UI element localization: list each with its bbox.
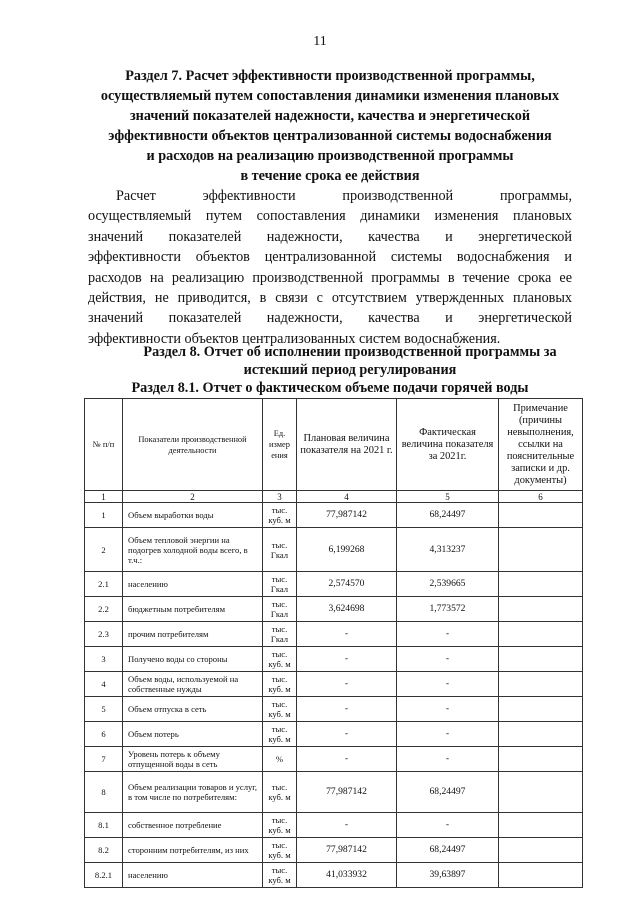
indicator-name: населению	[123, 572, 263, 597]
planned-value: 77,987142	[297, 503, 397, 528]
row-number: 6	[85, 722, 123, 747]
row-number: 2.1	[85, 572, 123, 597]
planned-value: 2,574570	[297, 572, 397, 597]
table-row	[85, 572, 583, 597]
column-number: 5	[397, 491, 499, 503]
planned-value: 41,033932	[297, 863, 397, 888]
indicator-name: собственное потребление	[123, 813, 263, 838]
section-8-title	[90, 343, 610, 379]
indicator-name: Объем тепловой энергии на подогрев холодной воды всего, в т.ч.:	[123, 528, 263, 572]
note-cell	[499, 813, 583, 838]
indicator-name: Объем реализации товаров и услуг, в том числе по потребителям:	[123, 772, 263, 813]
page-number: 11	[313, 34, 327, 49]
paragraph-line: эффективности объектов централизованных систем водоснабжения.	[88, 330, 501, 347]
note-cell	[499, 722, 583, 747]
actual-value: 68,24497	[397, 772, 499, 813]
table-row	[85, 697, 583, 722]
unit-of-measure: %	[263, 747, 297, 772]
paragraph-line: осуществляемый путем сопоставления динамики изменения плановых	[88, 208, 572, 225]
actual-value: -	[397, 672, 499, 697]
actual-value: -	[397, 647, 499, 672]
column-number: 4	[297, 491, 397, 503]
table-row	[85, 503, 583, 528]
table-row	[85, 772, 583, 813]
section-7-paragraph	[88, 186, 572, 349]
unit-of-measure: тыс. куб. м	[263, 813, 297, 838]
column-number: 2	[123, 491, 263, 503]
title-line: значений показателей надежности, качества и энергетической	[129, 108, 531, 124]
unit-of-measure: тыс. куб. м	[263, 672, 297, 697]
header-cell: Фактическая величина показателя за 2021г.	[397, 399, 499, 491]
paragraph-line: значений показателей надежности, качества и энергетической	[88, 228, 572, 245]
table-row	[85, 813, 583, 838]
unit-of-measure: тыс. куб. м	[263, 863, 297, 888]
note-cell	[499, 672, 583, 697]
paragraph-line: Расчет эффективности производственной программы,	[116, 188, 572, 204]
row-number: 2.3	[85, 622, 123, 647]
note-cell	[499, 772, 583, 813]
column-number: 3	[263, 491, 297, 503]
note-cell	[499, 572, 583, 597]
note-cell	[499, 838, 583, 863]
unit-of-measure: тыс. Гкал	[263, 572, 297, 597]
planned-value: -	[297, 722, 397, 747]
table-row	[85, 672, 583, 697]
title-line: и расходов на реализацию производственной программы	[146, 148, 514, 164]
paragraph-line: значений показателей надежности, качества и энергетической	[88, 310, 572, 327]
row-number: 8.1	[85, 813, 123, 838]
unit-of-measure: тыс. куб. м	[263, 697, 297, 722]
actual-value: 4,313237	[397, 528, 499, 572]
table-row	[85, 622, 583, 647]
note-cell	[499, 647, 583, 672]
indicator-name: прочим потребителям	[123, 622, 263, 647]
unit-of-measure: тыс. куб. м	[263, 838, 297, 863]
unit-of-measure: тыс. куб. м	[263, 772, 297, 813]
title-line: эффективности объектов централизованной системы водоснабжения	[108, 128, 552, 144]
actual-value: -	[397, 697, 499, 722]
planned-value: 6,199268	[297, 528, 397, 572]
column-number: 1	[85, 491, 123, 503]
unit-of-measure: тыс. куб. м	[263, 722, 297, 747]
header-cell: № п/п	[85, 399, 123, 491]
actual-value: 68,24497	[397, 503, 499, 528]
planned-value: -	[297, 697, 397, 722]
unit-of-measure: тыс. куб. м	[263, 503, 297, 528]
row-number: 8	[85, 772, 123, 813]
actual-value: -	[397, 813, 499, 838]
row-number: 8.2	[85, 838, 123, 863]
paragraph-line: расходов на реализацию производственной программы в течение срока ее	[88, 269, 572, 286]
planned-value: -	[297, 672, 397, 697]
actual-value: -	[397, 722, 499, 747]
title-line: осуществляемый путем сопоставления динамики изменения плановых	[100, 88, 560, 104]
row-number: 7	[85, 747, 123, 772]
planned-value: -	[297, 813, 397, 838]
header-cell: Показатели производственной деятельности	[123, 399, 263, 491]
indicator-name: Объем потерь	[123, 722, 263, 747]
note-cell	[499, 528, 583, 572]
section-8-1-title: Раздел 8.1. Отчет о фактическом объеме подачи горячей воды	[131, 380, 529, 396]
planned-value: 77,987142	[297, 838, 397, 863]
row-number: 1	[85, 503, 123, 528]
header-cell: Примечание (причины невыполнения, ссылки на пояснительные записки и др. документы)	[499, 399, 583, 491]
column-number-row	[85, 491, 583, 503]
actual-value: 39,63897	[397, 863, 499, 888]
planned-value: 77,987142	[297, 772, 397, 813]
actual-value: 68,24497	[397, 838, 499, 863]
table-header-row	[85, 399, 583, 491]
table-row	[85, 528, 583, 572]
note-cell	[499, 747, 583, 772]
indicator-name: Объем выработки воды	[123, 503, 263, 528]
title-line: Раздел 7. Расчет эффективности производственной программы,	[125, 68, 535, 84]
table-row	[85, 597, 583, 622]
table-row	[85, 722, 583, 747]
hot-water-report-table	[84, 398, 583, 888]
planned-value: -	[297, 622, 397, 647]
indicator-name: бюджетным потребителям	[123, 597, 263, 622]
row-number: 4	[85, 672, 123, 697]
title-line: в течение срока ее действия	[240, 168, 420, 184]
table-row	[85, 838, 583, 863]
indicator-name: Получено воды со стороны	[123, 647, 263, 672]
unit-of-measure: тыс. куб. м	[263, 647, 297, 672]
paragraph-line: эффективности объектов централизованной системы водоснабжения и	[88, 249, 572, 266]
row-number: 3	[85, 647, 123, 672]
indicator-name: Объем отпуска в сеть	[123, 697, 263, 722]
section-7-title	[80, 66, 580, 186]
indicator-name: Объем воды, используемой на собственные нужды	[123, 672, 263, 697]
note-cell	[499, 863, 583, 888]
row-number: 8.2.1	[85, 863, 123, 888]
planned-value: 3,624698	[297, 597, 397, 622]
title-line: Раздел 8. Отчет об исполнении производственной программы за	[143, 344, 557, 360]
row-number: 2.2	[85, 597, 123, 622]
row-number: 5	[85, 697, 123, 722]
header-cell: Плановая величина показателя на 2021 г.	[297, 399, 397, 491]
note-cell	[499, 503, 583, 528]
row-number: 2	[85, 528, 123, 572]
table-row	[85, 863, 583, 888]
paragraph-line: действия, не приводится, в связи с отсутствием утвержденных плановых	[88, 289, 572, 306]
note-cell	[499, 622, 583, 647]
actual-value: 2,539665	[397, 572, 499, 597]
actual-value: -	[397, 747, 499, 772]
unit-of-measure: тыс. Гкал	[263, 597, 297, 622]
note-cell	[499, 597, 583, 622]
indicator-name: населению	[123, 863, 263, 888]
note-cell	[499, 697, 583, 722]
title-line: истекший период регулирования	[243, 362, 457, 378]
indicator-name: сторонним потребителям, из них	[123, 838, 263, 863]
header-cell: Ед. измер ения	[263, 399, 297, 491]
table-row	[85, 647, 583, 672]
planned-value: -	[297, 647, 397, 672]
unit-of-measure: тыс. Гкал	[263, 528, 297, 572]
planned-value: -	[297, 747, 397, 772]
unit-of-measure: тыс. Гкал	[263, 622, 297, 647]
table-row	[85, 747, 583, 772]
actual-value: -	[397, 622, 499, 647]
actual-value: 1,773572	[397, 597, 499, 622]
indicator-name: Уровень потерь к объему отпущенной воды в сеть	[123, 747, 263, 772]
column-number: 6	[499, 491, 583, 503]
